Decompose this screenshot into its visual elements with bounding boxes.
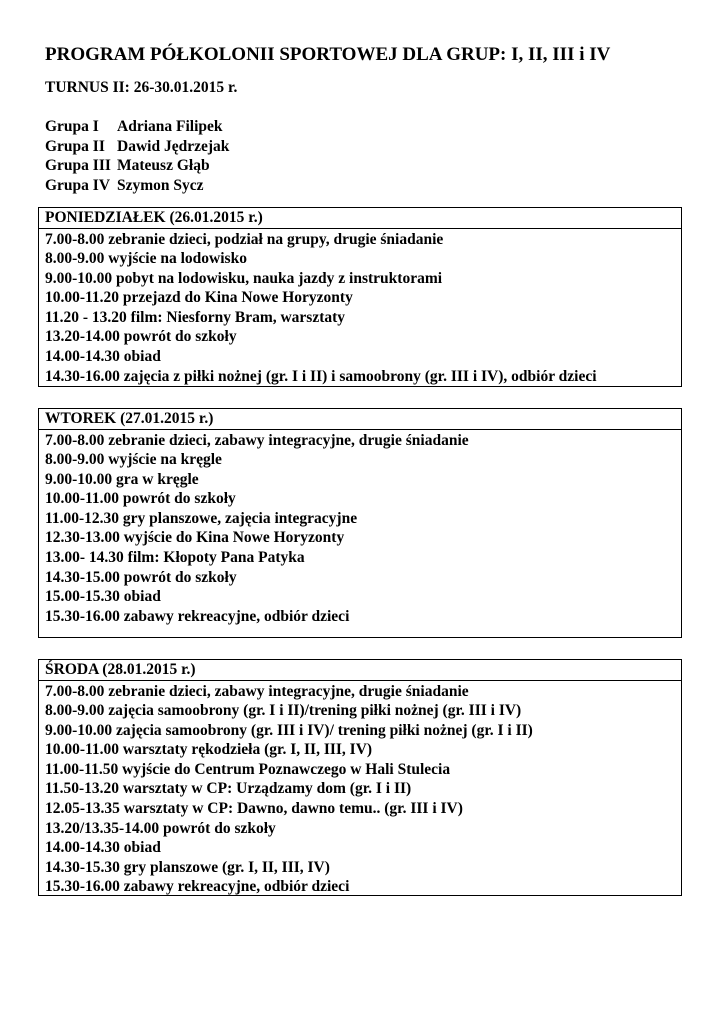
group-leader: Szymon Sycz bbox=[117, 176, 204, 194]
schedule-entry: 11.00-11.50 wyjście do Centrum Poznawczego w Hali Stulecia bbox=[45, 760, 451, 778]
day-entries bbox=[39, 681, 681, 898]
group-name: Grupa II bbox=[45, 137, 105, 155]
schedule-entry: 14.30-15.30 gry planszowe (gr. I, II, III, IV) bbox=[45, 858, 330, 876]
schedule-entry: 9.00-10.00 zajęcia samoobrony (gr. III i IV)/ trening piłki nożnej (gr. I i II) bbox=[45, 721, 533, 739]
turnus-dates: TURNUS II: 26-30.01.2015 r. bbox=[45, 79, 238, 96]
schedule-entry: 12.05-13.35 warsztaty w CP: Dawno, dawno temu.. (gr. III i IV) bbox=[45, 800, 463, 818]
schedule-entry: 15.30-16.00 zabawy rekreacyjne, odbiór dzieci bbox=[45, 878, 350, 896]
schedule-entry: 13.00- 14.30 film: Kłopoty Pana Patyka bbox=[45, 549, 305, 567]
schedule-entry: 15.30-16.00 zabawy rekreacyjne, odbiór dzieci bbox=[45, 607, 350, 625]
day-schedule-monday bbox=[38, 207, 682, 387]
group-row bbox=[45, 176, 229, 196]
group-row bbox=[45, 137, 229, 157]
group-name: Grupa III bbox=[45, 157, 111, 174]
group-leader: Dawid Jędrzejak bbox=[117, 137, 230, 155]
schedule-entry: 12.30-13.00 wyjście do Kina Nowe Horyzonty bbox=[45, 529, 345, 547]
page-title: PROGRAM PÓŁKOLONII SPORTOWEJ DLA GRUP: I, II, III i IV bbox=[45, 44, 611, 65]
day-schedule-tuesday bbox=[38, 408, 682, 638]
day-entries bbox=[39, 229, 681, 387]
schedule-entry: 10.00-11.00 powrót do szkoły bbox=[45, 490, 236, 508]
schedule-entry: 7.00-8.00 zebranie dzieci, zabawy integracyjne, drugie śniadanie bbox=[45, 431, 469, 449]
schedule-entry: 11.00-12.30 gry planszowe, zajęcia integracyjne bbox=[45, 509, 358, 527]
day-header: ŚRODA (28.01.2015 r.) bbox=[39, 660, 681, 681]
schedule-entry: 9.00-10.00 gra w kręgle bbox=[45, 470, 199, 488]
group-name: Grupa I bbox=[45, 118, 99, 135]
schedule-entry: 10.00-11.00 warsztaty rękodzieła (gr. I, II, III, IV) bbox=[45, 741, 373, 759]
schedule-entry: 14.00-14.30 obiad bbox=[45, 839, 161, 857]
schedule-entry: 7.00-8.00 zebranie dzieci, zabawy integracyjne, drugie śniadanie bbox=[45, 682, 469, 700]
group-row bbox=[45, 156, 229, 176]
schedule-entry: 13.20-14.00 powrót do szkoły bbox=[45, 328, 237, 346]
day-header: PONIEDZIAŁEK (26.01.2015 r.) bbox=[39, 208, 681, 229]
schedule-entry: 14.30-15.00 powrót do szkoły bbox=[45, 568, 237, 586]
group-row bbox=[45, 117, 229, 137]
day-header: WTOREK (27.01.2015 r.) bbox=[39, 409, 681, 430]
day-entries bbox=[39, 430, 681, 627]
schedule-entry: 7.00-8.00 zebranie dzieci, podział na grupy, drugie śniadanie bbox=[45, 230, 444, 248]
schedule-entry: 14.00-14.30 obiad bbox=[45, 348, 161, 366]
group-leader: Adriana Filipek bbox=[117, 118, 223, 135]
schedule-entry: 13.20/13.35-14.00 powrót do szkoły bbox=[45, 819, 276, 837]
schedule-entry: 11.50-13.20 warsztaty w CP: Urządzamy dom (gr. I i II) bbox=[45, 780, 412, 798]
schedule-entry: 8.00-9.00 wyjście na kręgle bbox=[45, 451, 222, 469]
schedule-entry: 8.00-9.00 zajęcia samoobrony (gr. I i II)/trening piłki nożnej (gr. III i IV) bbox=[45, 702, 522, 720]
schedule-entry: 14.30-16.00 zajęcia z piłki nożnej (gr. I i II) i samoobrony (gr. III i IV), odbiór dzieci bbox=[45, 367, 597, 385]
schedule-entry: 11.20 - 13.20 film: Niesforny Bram, warsztaty bbox=[45, 308, 346, 326]
group-list bbox=[45, 117, 229, 195]
schedule-entry: 8.00-9.00 wyjście na lodowisko bbox=[45, 250, 247, 268]
group-name: Grupa IV bbox=[45, 176, 111, 194]
schedule-entry: 10.00-11.20 przejazd do Kina Nowe Horyzonty bbox=[45, 289, 353, 307]
schedule-entry: 9.00-10.00 pobyt na lodowisku, nauka jazdy z instruktorami bbox=[45, 269, 443, 287]
day-schedule-wednesday bbox=[38, 659, 682, 896]
group-leader: Mateusz Głąb bbox=[117, 157, 210, 174]
schedule-entry: 15.00-15.30 obiad bbox=[45, 588, 161, 606]
